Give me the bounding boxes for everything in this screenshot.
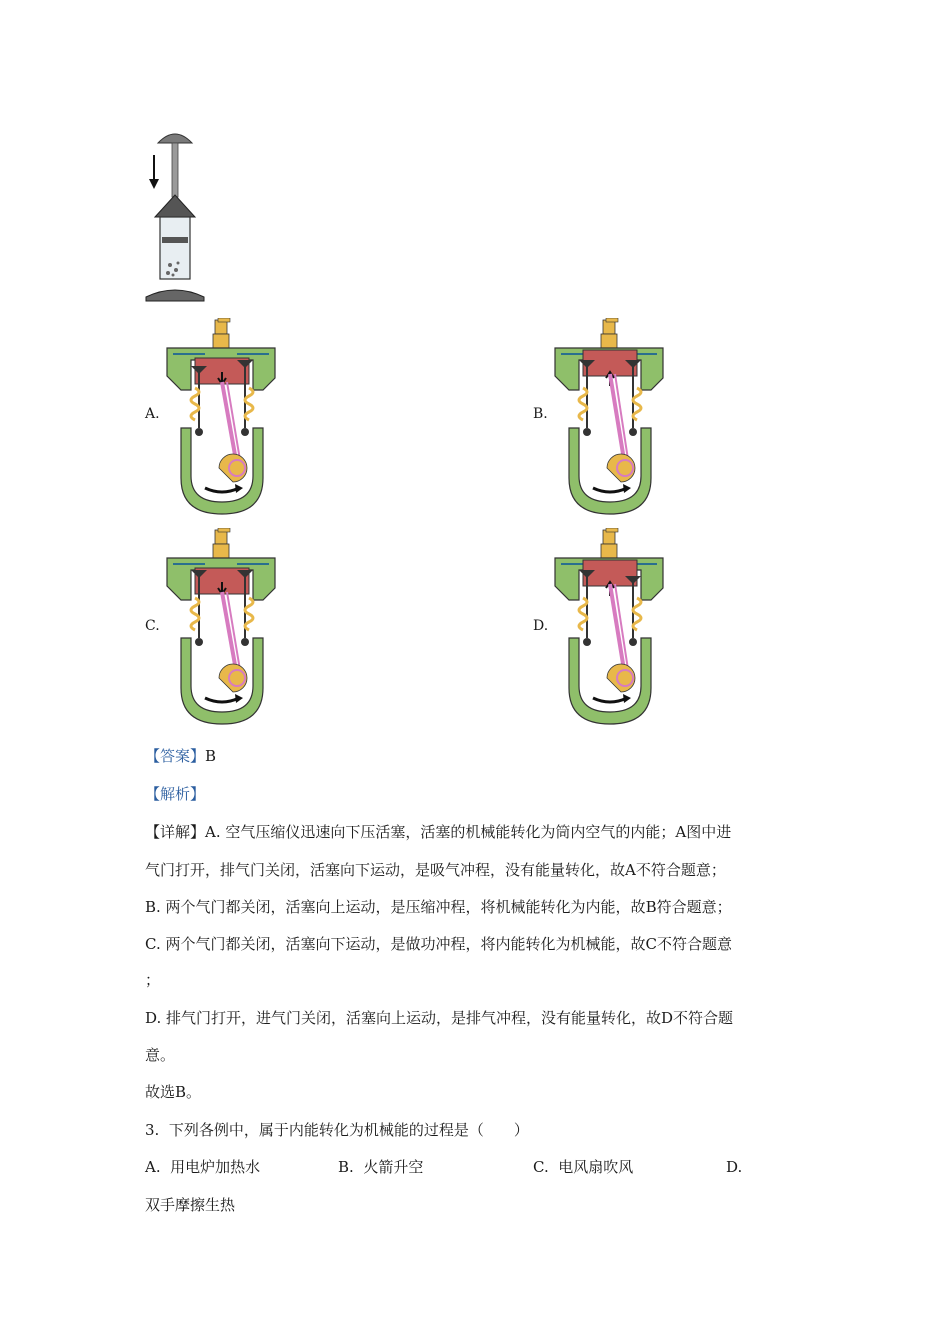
air-compressor-figure bbox=[140, 125, 210, 305]
question-option-c bbox=[533, 1157, 633, 1177]
question-text: 下列各例中，属于内能转化为机械能的过程是（ ） bbox=[168, 1121, 529, 1139]
engine-figure-d bbox=[553, 528, 668, 728]
option-label: C. bbox=[533, 1158, 549, 1176]
question-option-d-label: D. bbox=[726, 1158, 743, 1176]
detail-line-5: ； bbox=[145, 971, 161, 989]
question-number: 3. bbox=[145, 1121, 160, 1139]
question-stem bbox=[145, 1120, 529, 1140]
detail-text: A. 空气压缩仪迅速向下压活塞，活塞的机械能转化为筒内空气的内能；A图中进 bbox=[205, 823, 732, 841]
option-text: 电风扇吹风 bbox=[558, 1158, 634, 1176]
answer-line bbox=[145, 746, 216, 766]
option-text: 用电炉加热水 bbox=[170, 1158, 261, 1176]
option-b-label: B. bbox=[533, 406, 548, 422]
option-c-label: C. bbox=[145, 618, 160, 634]
question-option-a bbox=[145, 1157, 260, 1177]
detail-line-1 bbox=[145, 822, 731, 842]
detail-line-3: B. 两个气门都关闭，活塞向上运动，是压缩冲程，将机械能转化为内能，故B符合题意； bbox=[145, 898, 732, 916]
detail-line-7: 意。 bbox=[145, 1046, 176, 1064]
detail-line-6: D. 排气门打开，进气门关闭，活塞向上运动，是排气冲程，没有能量转化，故D不符合题 bbox=[145, 1009, 734, 1027]
analysis-tag: 【解析】 bbox=[145, 785, 206, 803]
engine-figure-c bbox=[165, 528, 280, 728]
conclusion: 故选B。 bbox=[145, 1083, 202, 1101]
option-text: 火箭升空 bbox=[363, 1158, 424, 1176]
option-label: B. bbox=[338, 1158, 354, 1176]
engine-figure-b bbox=[553, 318, 668, 518]
engine-figure-a bbox=[165, 318, 280, 518]
question-option-b bbox=[338, 1157, 423, 1177]
detail-tag: 【详解】 bbox=[145, 823, 206, 841]
answer-tag: 【答案】 bbox=[145, 747, 206, 765]
option-a-label: A. bbox=[145, 406, 160, 422]
option-d-label: D. bbox=[533, 618, 549, 634]
detail-line-4: C. 两个气门都关闭，活塞向下运动，是做功冲程，将内能转化为机械能，故C不符合题意 bbox=[145, 935, 732, 953]
question-option-d-text: 双手摩擦生热 bbox=[145, 1196, 236, 1214]
option-label: A. bbox=[145, 1158, 161, 1176]
detail-line-2: 气门打开，排气门关闭，活塞向下运动，是吸气冲程，没有能量转化，故A不符合题意； bbox=[145, 861, 726, 879]
answer-value: B bbox=[205, 747, 217, 765]
